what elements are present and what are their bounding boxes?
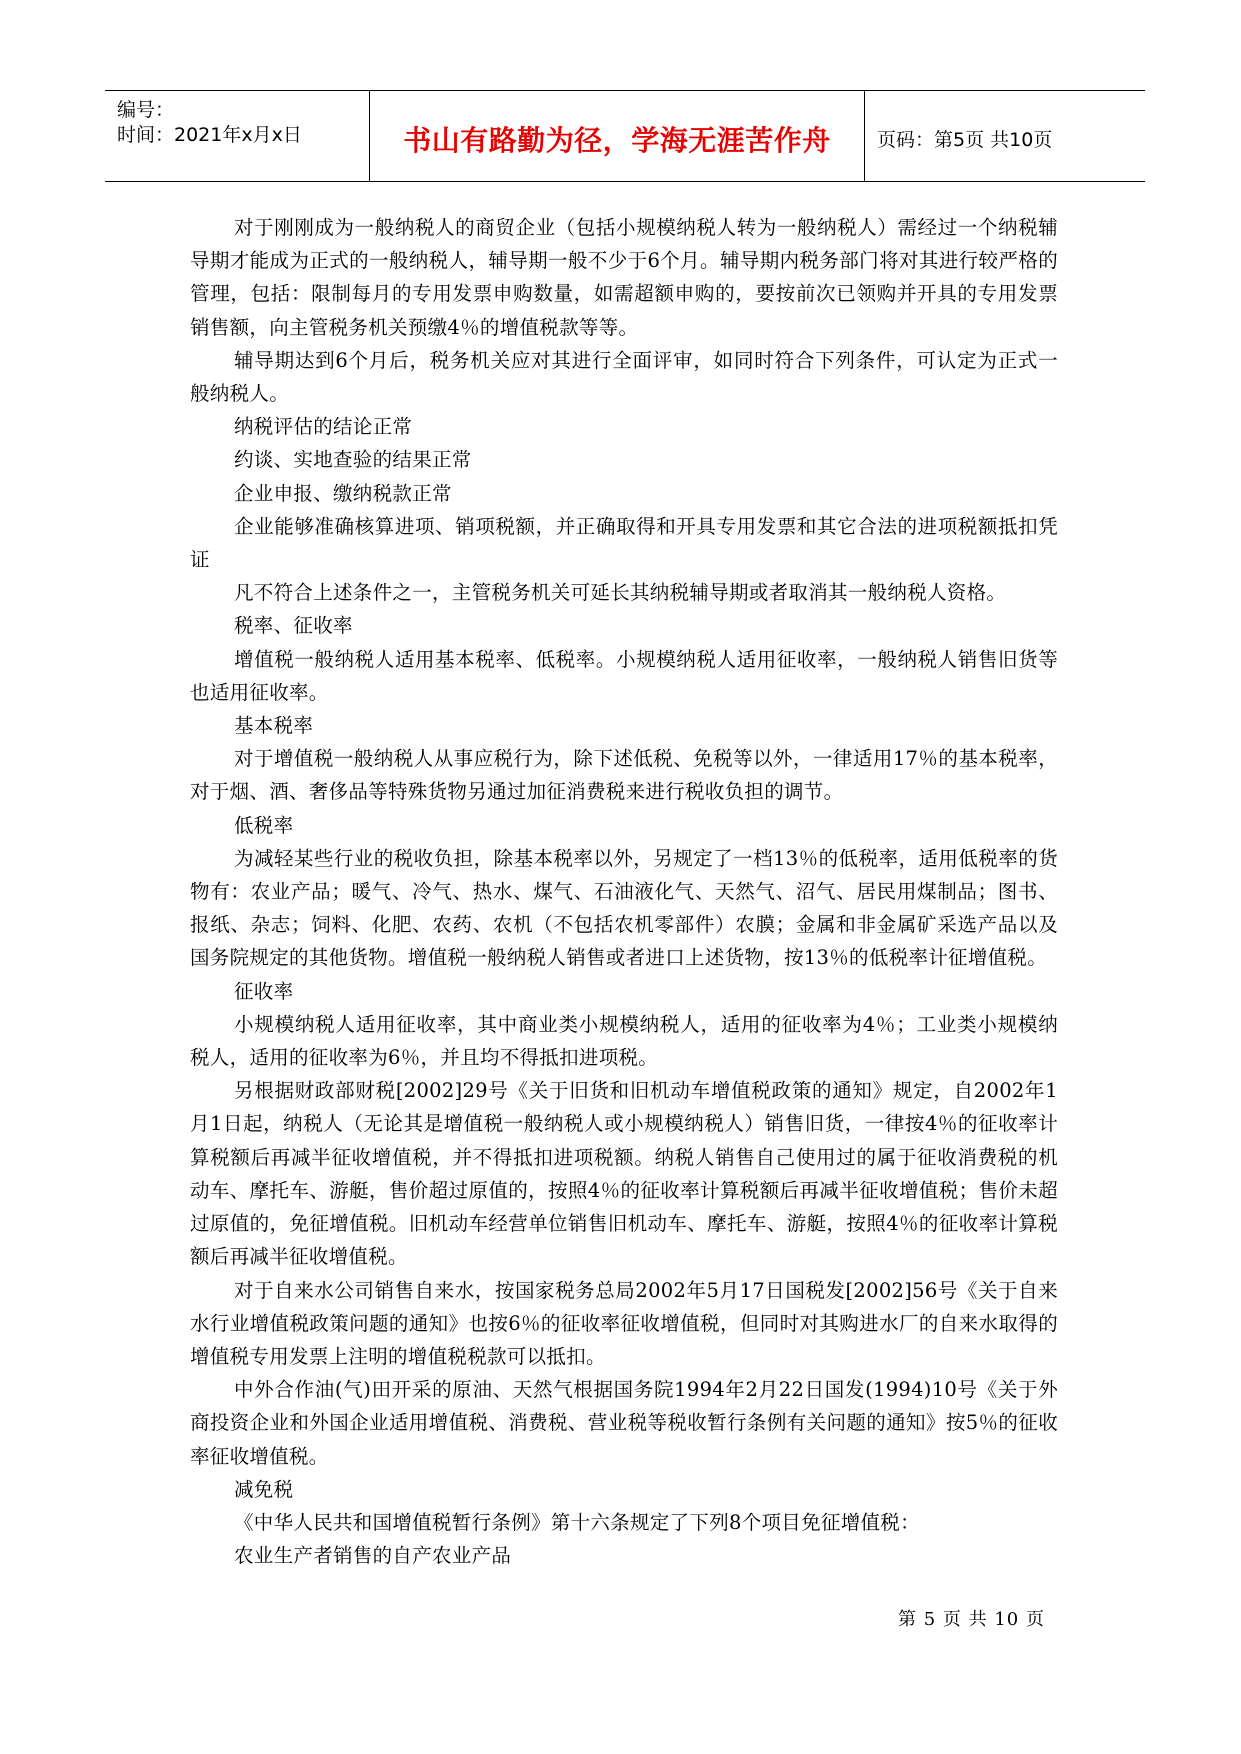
section-heading: 低税率 <box>234 813 294 837</box>
body-paragraph: 中外合作油(气)田开采的原油、天然气根据国务院1994年2月22日国发(1994)10号《关于外商投资企业和外国企业适用增值税、消费税、营业税等税收暂行条例有关问题的通知》按5％的征收率征收增值税。 <box>190 1378 1058 1468</box>
section-heading: 减免税 <box>234 1477 294 1501</box>
section-heading: 税率、征收率 <box>234 614 353 638</box>
body-paragraph: 《中华人民共和国增值税暂行条例》第十六条规定了下列8个项目免征增值税： <box>234 1510 920 1534</box>
list-item: 约谈、实地查验的结果正常 <box>234 448 472 472</box>
page-header <box>105 90 1145 182</box>
body-paragraph: 对于增值税一般纳税人从事应税行为，除下述低税、免税等以外，一律适用17％的基本税率，对于烟、酒、奢侈品等特殊货物另通过加征消费税来进行税收负担的调节。 <box>190 747 1058 804</box>
document-time: 时间：2021年x月x日 <box>117 124 302 146</box>
body-paragraph: 对于刚刚成为一般纳税人的商贸企业（包括小规模纳税人转为一般纳税人）需经过一个纳税辅导期才能成为正式的一般纳税人，辅导期一般不少于6个月。辅导期内税务部门将对其进行较严格的管理，包括：限制每月的专用发票申购数量，如需超额申购的，要按前次已领购并开具的专用发票销售额，向主管税务机关预缴4％的增值税款等等。 <box>190 216 1058 339</box>
header-motto-cell <box>370 91 865 181</box>
list-item: 农业生产者销售的自产农业产品 <box>234 1544 512 1568</box>
body-paragraph: 凡不符合上述条件之一，主管税务机关可延长其纳税辅导期或者取消其一般纳税人资格。 <box>234 581 1007 605</box>
header-page-code: 页码：第5页 共10页 <box>877 129 1053 151</box>
body-paragraph: 另根据财政部财税[2002]29号《关于旧货和旧机动车增值税政策的通知》规定，自2002年1月1日起，纳税人（无论其是增值税一般纳税人或小规模纳税人）销售旧货，一律按4％的征收率计算税额后再减半征收增值税，并不得抵扣进项税额。纳税人销售自己使用过的属于征收消费税的机动车、摩托车、游艇，售价超过原值的，按照4％的征收率计算税额后再减半征收增值税；售价未超过原值的，免征增值税。旧机动车经营单位销售旧机动车、摩托车、游艇，按照4％的征收率计算税额后再减半征收增值税。 <box>190 1079 1058 1269</box>
body-paragraph: 对于自来水公司销售自来水，按国家税务总局2002年5月17日国税发[2002]56号《关于自来水行业增值税政策问题的通知》也按6％的征收率征收增值税，但同时对其购进水厂的自来水取得的增值税专用发票上注明的增值税税款可以抵扣。 <box>190 1278 1058 1368</box>
section-heading: 征收率 <box>234 979 294 1003</box>
body-paragraph: 增值税一般纳税人适用基本税率、低税率。小规模纳税人适用征收率，一般纳税人销售旧货等也适用征收率。 <box>190 647 1058 704</box>
header-meta <box>105 91 370 181</box>
body-paragraph: 辅导期达到6个月后，税务机关应对其进行全面评审，如同时符合下列条件，可认定为正式一般纳税人。 <box>190 348 1058 406</box>
document-number-label: 编号： <box>117 99 175 121</box>
list-item: 纳税评估的结论正常 <box>234 415 413 439</box>
header-motto: 书山有路勤为径，学海无涯苦作舟 <box>403 124 831 157</box>
header-page-code-cell <box>865 91 1145 181</box>
section-heading: 基本税率 <box>234 714 314 738</box>
document-body <box>190 211 1058 1572</box>
list-item: 企业申报、缴纳税款正常 <box>234 481 452 505</box>
body-paragraph: 小规模纳税人适用征收率，其中商业类小规模纳税人，适用的征收率为4％；工业类小规模纳税人，适用的征收率为6％，并且均不得抵扣进项税。 <box>190 1012 1058 1070</box>
page-footer: 第 5 页 共 10 页 <box>898 1609 1045 1630</box>
body-paragraph: 为减轻某些行业的税收负担，除基本税率以外，另规定了一档13％的低税率，适用低税率的货物有：农业产品；暖气、冷气、热水、煤气、石油液化气、天然气、沼气、居民用煤制品；图书、报纸、杂志；饲料、化肥、农药、农机（不包括农机零部件）农膜；金属和非金属矿采选产品以及国务院规定的其他货物。增值税一般纳税人销售或者进口上述货物，按13％的低税率计征增值税。 <box>190 846 1058 970</box>
list-item: 企业能够准确核算进项、销项税额，并正确取得和开具专用发票和其它合法的进项税额抵扣凭证 <box>190 514 1058 572</box>
